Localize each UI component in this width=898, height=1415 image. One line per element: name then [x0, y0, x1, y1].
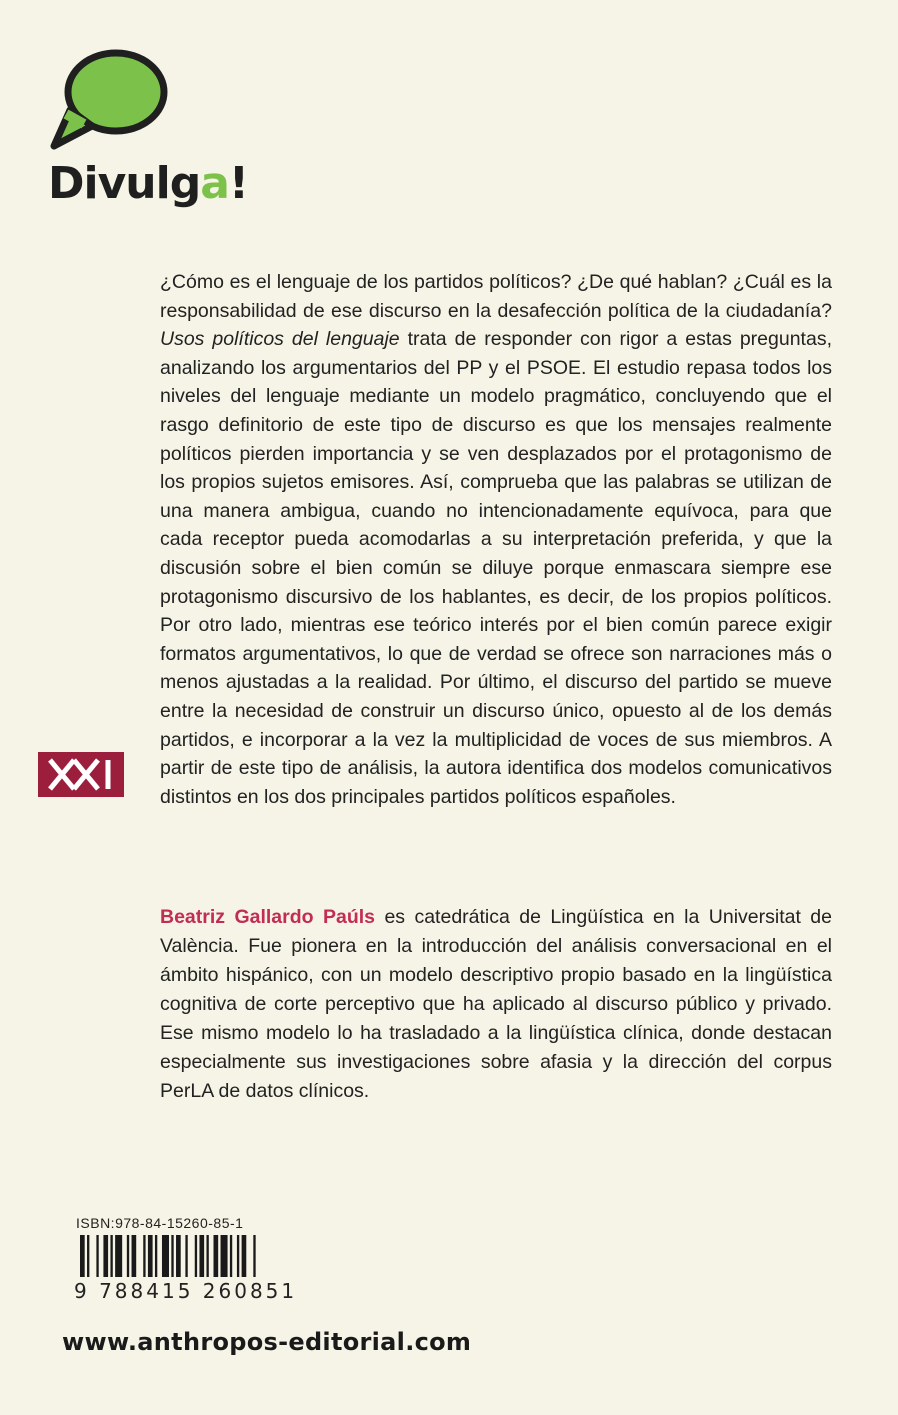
- publisher-url: www.anthropos-editorial.com: [62, 1328, 472, 1356]
- speech-bubble-icon: [48, 44, 178, 154]
- logo-accent: a: [200, 158, 229, 209]
- book-title: Usos políticos del lenguaje: [160, 328, 400, 351]
- divulga-logo: [48, 44, 248, 209]
- isbn-label: ISBN:978-84-15260-85-1: [76, 1215, 244, 1231]
- author-bio-paragraph: [160, 903, 832, 1106]
- siglo-xxi-logo-icon: [38, 752, 124, 797]
- synopsis-paragraph: [160, 268, 832, 811]
- author-bio: es catedrática de Lingüística en la Universitat de València. Fue pionera en la introducción del análisis conversacional en el ámbito hispánico, con un modelo descriptivo propio basado en la lingüística cognitiva de corte perceptivo que ha aplicado al discurso público y privado. Ese mismo modelo lo ha trasladado a la lingüística clínica, donde destacan especialmente sus investigaciones sobre afasia y la dirección del corpus PerLA de datos clínicos.: [160, 906, 832, 1102]
- logo-wordmark: [48, 158, 248, 209]
- barcode: [74, 1215, 298, 1305]
- synopsis-body: trata de responder con rigor a estas preguntas, analizando los argumentarios del PP y el PSOE. El estudio repasa todos los niveles del lenguaje mediante un modelo pragmático, concluyendo que el rasgo definitorio de este tipo de discurso es que los mensajes realmente políticos pierden importancia y se ven desplazados por el protagonismo de los propios sujetos emisores. Así, comprueba que las palabras se utilizan de una manera ambigua, cuando no intencionadamente equívoca, para que cada receptor pueda acomodarlas a su interpretación preferida, y que la discusión sobre el bien común se diluye porque enmascara siempre ese protagonismo discursivo de los hablantes, es decir, de los propios políticos. Por otro lado, mientras ese teórico interés por el bien común parece exigir formatos argumentativos, lo que de verdad se ofrece son narraciones más o menos ajustadas a la realidad. Por último, el discurso del partido se mueve entre la necesidad de construir un discurso único, opuesto al de los demás partidos, e incorporar a la vez la multiplicidad de voces de sus miembros. A partir de este tipo de análisis, la autora identifica dos modelos comunicativos distintos en los dos principales partidos políticos españoles.: [160, 328, 832, 808]
- logo-prefix: Divulg: [48, 158, 201, 209]
- synopsis-intro: ¿Cómo es el lenguaje de los partidos políticos? ¿De qué hablan? ¿Cuál es la responsabilidad de ese discurso en la desafección política de la ciudadanía?: [160, 271, 832, 322]
- barcode-digits: 9 788415 260851: [74, 1279, 298, 1303]
- author-name: Beatriz Gallardo Paúls: [160, 906, 376, 928]
- logo-suffix: !: [228, 158, 248, 209]
